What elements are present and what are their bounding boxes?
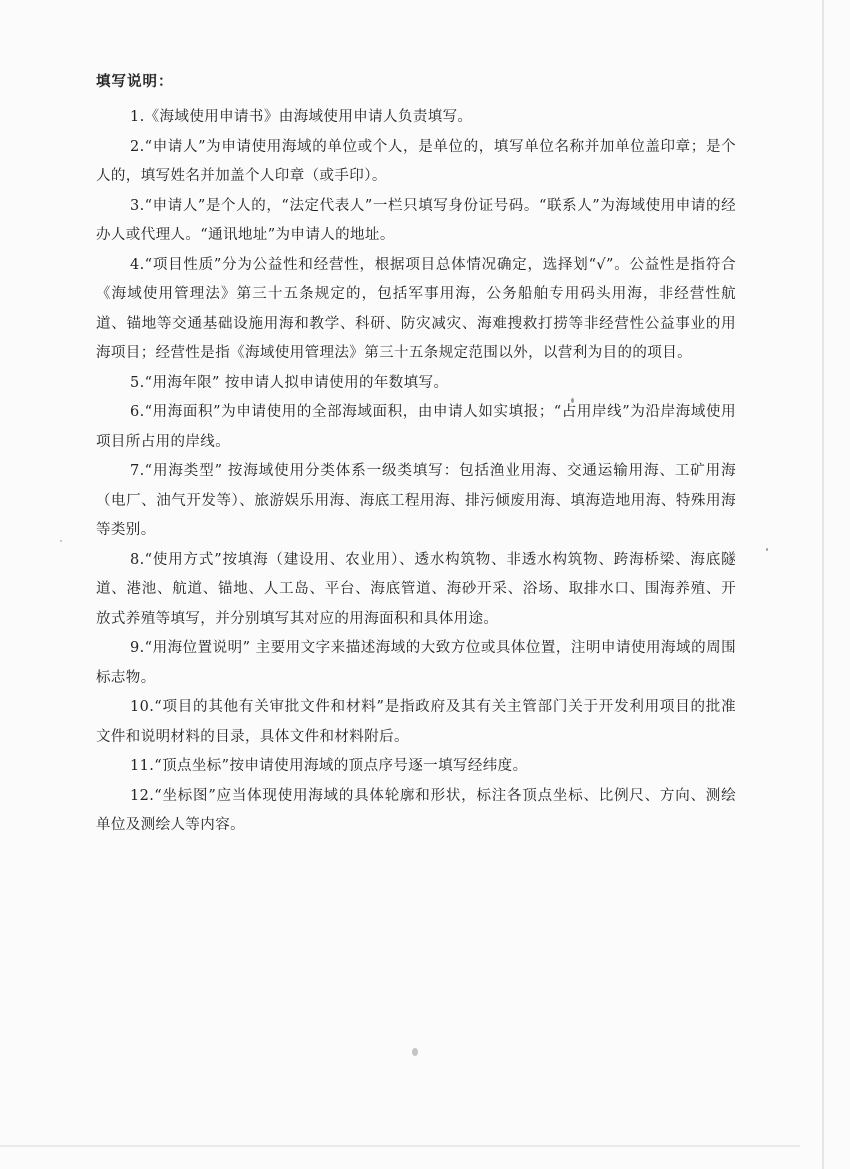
page-edge: [822, 0, 824, 1169]
instruction-item-4: 4.“项目性质”分为公益性和经营性，根据项目总体情况确定，选择划“√”。公益性是指符合《海域使用管理法》第三十五条规定的，包括军事用海，公务船舶专用码头用海，非经营性航道、锚地等交通基础设施用海和教学、科研、防灾减灾、海难搜救打捞等非经营性公益事业的用海项目；经营性是指《海域使用管理法》第三十五条规定范围以外，以营利为目的的项目。: [96, 256, 736, 361]
instruction-item-5: 5.“用海年限” 按申请人拟申请使用的年数填写。: [130, 374, 449, 391]
instruction-item-2: 2.“申请人”为申请使用海域的单位或个人，是单位的，填写单位名称并加单位盖印章；是个人的，填写姓名并加盖个人印章（或手印）。: [96, 138, 736, 184]
instruction-item-3: 3.“申请人”是个人的，“法定代表人”一栏只填写身份证号码。“联系人”为海域使用申请的经办人或代理人。“通讯地址”为申请人的地址。: [96, 197, 736, 243]
scan-speck: [571, 398, 574, 403]
instruction-item-10: 10.“项目的其他有关审批文件和材料”是指政府及其有关主管部门关于开发利用项目的批准文件和说明材料的目录，具体文件和材料附后。: [96, 699, 736, 745]
scan-speck: [766, 548, 768, 551]
instruction-item-1: 1.《海域使用申请书》由海域使用申请人负责填写。: [130, 109, 473, 125]
instruction-item-11: 11.“顶点坐标”按申请使用海域的顶点序号逐一填写经纬度。: [130, 758, 528, 774]
instruction-item-8: 8.“使用方式”按填海（建设用、农业用）、透水构筑物、非透水构筑物、跨海桥梁、海底隧道、港池、航道、锚地、人工岛、平台、海底管道、海砂开采、浴场、取排水口、围海养殖、开放式养殖等填写，并分别填写其对应的用海面积和具体用途。: [96, 551, 736, 627]
page-bottom-edge: [0, 1145, 800, 1147]
page-title: 填写说明：: [96, 73, 174, 90]
scan-speck: [60, 540, 62, 542]
instruction-list: [96, 103, 736, 841]
instruction-item-12: 12.“坐标图”应当体现使用海域的具体轮廓和形状，标注各顶点坐标、比例尺、方向、测绘单位及测绘人等内容。: [96, 787, 736, 833]
instruction-item-9: 9.“用海位置说明” 主要用文字来描述海域的大致方位或具体位置，注明申请使用海域的周围标志物。: [96, 640, 736, 686]
instruction-item-6: 6.“用海面积”为申请使用的全部海域面积，由申请人如实填报；“占用岸线”为沿岸海域使用项目所占用的岸线。: [96, 404, 736, 450]
instruction-item-7: 7.“用海类型” 按海域使用分类体系一级类填写：包括渔业用海、交通运输用海、工矿用海（电厂、油气开发等）、旅游娱乐用海、海底工程用海、排污倾废用海、填海造地用海、特殊用海等类别。: [96, 463, 736, 538]
scan-speck: [412, 1048, 418, 1056]
